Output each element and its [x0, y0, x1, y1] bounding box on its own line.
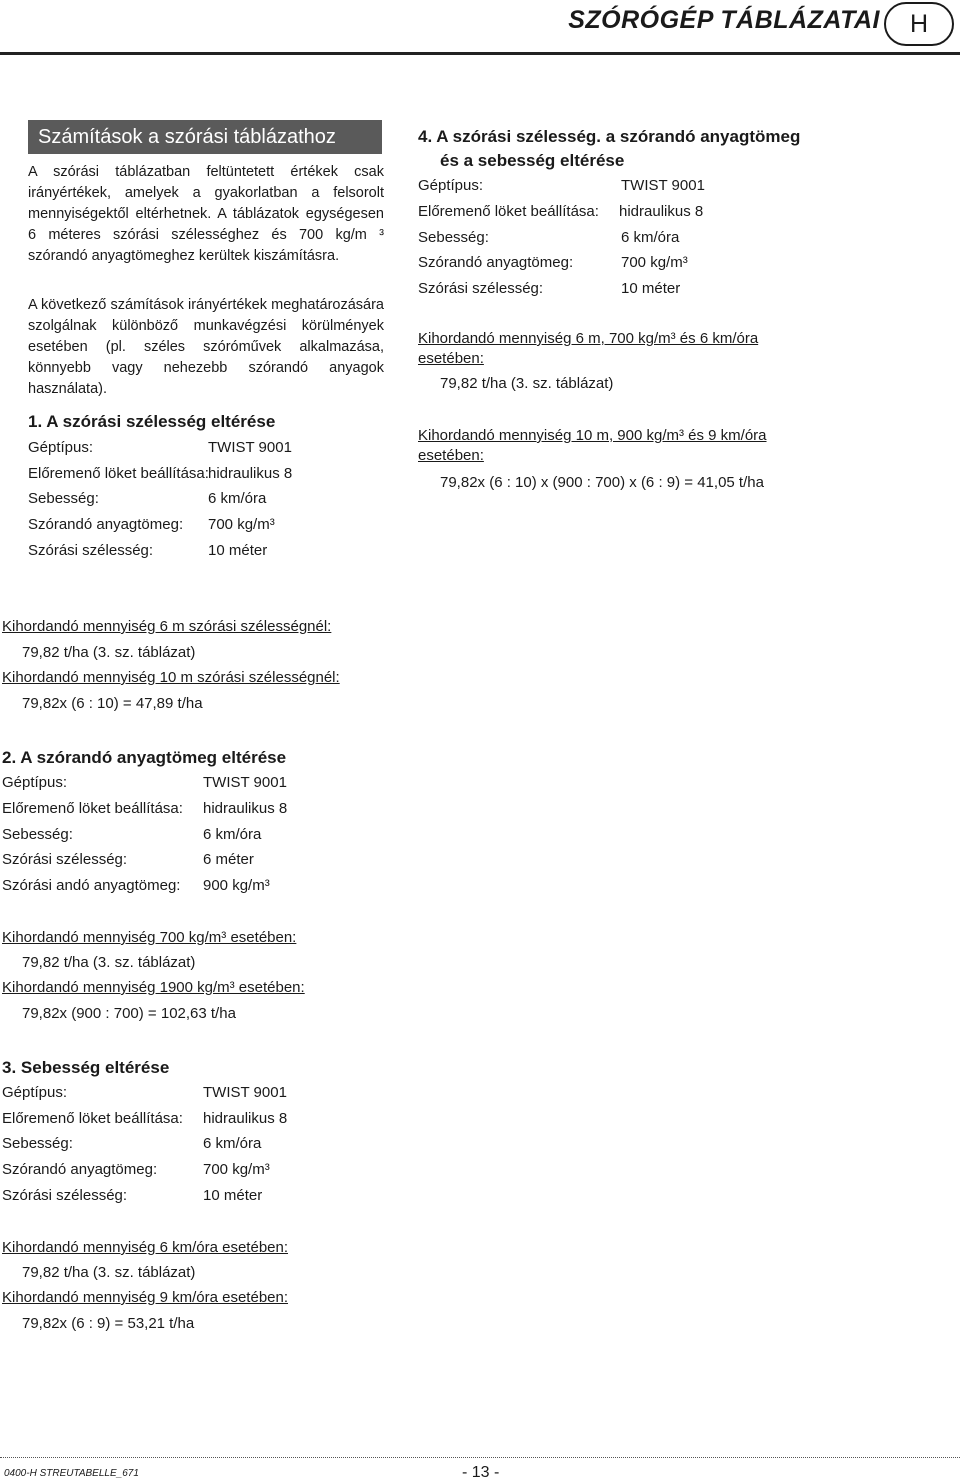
sec3-result-2-value: 79,82x (6 : 9) = 53,21 t/ha: [22, 1315, 195, 1332]
sec2-result-1-label: Kihordandó mennyiség 700 kg/m³ esetében:: [2, 929, 297, 946]
sec1-result-2-value: 79,82x (6 : 10) = 47,89 t/ha: [22, 695, 203, 712]
sec2-row: Szórási szélesség: 6 méter: [2, 851, 254, 868]
sec1-row: Sebesség: 6 km/óra: [28, 490, 267, 507]
intro-banner: [28, 120, 382, 154]
sec1-result-1-label: Kihordandó mennyiség 6 m szórási szélességnél:: [2, 618, 332, 635]
section-3-title: 3. Sebesség eltérése: [2, 1058, 170, 1077]
sec4-result-1-label-line-1: Kihordandó mennyiség 6 m, 700 kg/m³ és 6 km/óra: [418, 330, 759, 347]
sec3-row: Előremenő löket beállítása: hidraulikus 8: [2, 1110, 288, 1127]
sec4-result-2-label-line-1: Kihordandó mennyiség 10 m, 900 kg/m³ és 9 km/óra: [418, 427, 767, 444]
sec1-row: Géptípus: TWIST 9001: [28, 439, 292, 456]
sec4-row: Sebesség: 6 km/óra: [418, 229, 680, 246]
section-4-title-line-2: és a sebesség eltérése: [440, 151, 625, 170]
sec4-result-1-value: 79,82 t/ha (3. sz. táblázat): [440, 375, 614, 392]
document-code: 0400-H STREUTABELLE_671: [4, 1468, 139, 1479]
section-1-title: 1. A szórási szélesség eltérése: [28, 412, 276, 431]
sec4-row: Szórási szélesség: 10 méter: [418, 280, 681, 297]
page-number: - 13 -: [462, 1464, 500, 1481]
footer-divider: [0, 1457, 960, 1458]
section-4-title-line-1: 4. A szórási szélesség. a szórandó anyagtömeg: [418, 127, 801, 146]
sec2-row: Sebesség: 6 km/óra: [2, 826, 262, 843]
sec3-row: Szórási szélesség: 10 méter: [2, 1187, 263, 1204]
sec1-row: Szórandó anyagtömeg: 700 kg/m³: [28, 516, 275, 533]
sec3-row: Géptípus: TWIST 9001: [2, 1084, 287, 1101]
sec3-result-1-value: 79,82 t/ha (3. sz. táblázat): [22, 1264, 196, 1281]
sec2-result-2-value: 79,82x (900 : 700) = 102,63 t/ha: [22, 1005, 236, 1022]
intro-paragraph-2: A következő számítások irányértékek meghatározására szolgálnak különböző munkavégzési körülmények esetében (pl. széles szóróművek alkalmazása, könnyebb vagy nehezebb szórandó anyagok használata).: [28, 297, 384, 397]
sec3-row: Szórandó anyagtömeg: 700 kg/m³: [2, 1161, 270, 1178]
language-badge: H: [884, 2, 954, 46]
sec1-result-2-label: Kihordandó mennyiség 10 m szórási szélességnél:: [2, 669, 340, 686]
sec3-result-1-label: Kihordandó mennyiség 6 km/óra esetében:: [2, 1239, 289, 1256]
sec2-result-2-label: Kihordandó mennyiség 1900 kg/m³ esetében:: [2, 979, 305, 996]
page-header: [0, 0, 960, 50]
sec2-row: Előremenő löket beállítása: hidraulikus 8: [2, 800, 288, 817]
sec1-row: Szórási szélesség: 10 méter: [28, 542, 268, 559]
sec1-row: Előremenő löket beállítása: hidraulikus 8: [28, 465, 293, 482]
sec4-result-2-value: 79,82x (6 : 10) x (900 : 700) x (6 : 9) = 41,05 t/ha: [440, 474, 764, 491]
section-2-title: 2. A szórandó anyagtömeg eltérése: [2, 748, 287, 767]
sec1-result-1-value: 79,82 t/ha (3. sz. táblázat): [22, 644, 196, 661]
sec2-row: Géptípus: TWIST 9001: [2, 774, 287, 791]
sec3-row: Sebesség: 6 km/óra: [2, 1135, 262, 1152]
sec3-result-2-label: Kihordandó mennyiség 9 km/óra esetében:: [2, 1289, 289, 1306]
sec2-result-1-value: 79,82 t/ha (3. sz. táblázat): [22, 954, 196, 971]
intro-banner-title: Számítások a szórási táblázathoz: [38, 126, 336, 148]
sec4-row: Előremenő löket beállítása: hidraulikus 8: [418, 203, 704, 220]
intro-paragraph-1: A szórási táblázatban feltüntetett értékek csak irányértékek, amelyek a gyakorlatban a felsorolt mennyiségektől eltérhetnek. A táblázatok egységesen 6 méteres szórási szélességhez és 700 kg/m ³ szórandó anyagtömeghez kerültek kiszámításra.: [28, 164, 384, 264]
header-divider: [0, 52, 960, 55]
sec4-row: Szórandó anyagtömeg: 700 kg/m³: [418, 254, 688, 271]
sec4-result-1-label-line-2: esetében:: [418, 350, 484, 367]
sec4-result-2-label-line-2: esetében:: [418, 447, 484, 464]
sec2-row: Szórási andó anyagtömeg: 900 kg/m³: [2, 877, 270, 894]
sec4-row: Géptípus: TWIST 9001: [418, 177, 705, 194]
page-title: SZÓRÓGÉP TÁBLÁZATAI: [568, 6, 880, 34]
